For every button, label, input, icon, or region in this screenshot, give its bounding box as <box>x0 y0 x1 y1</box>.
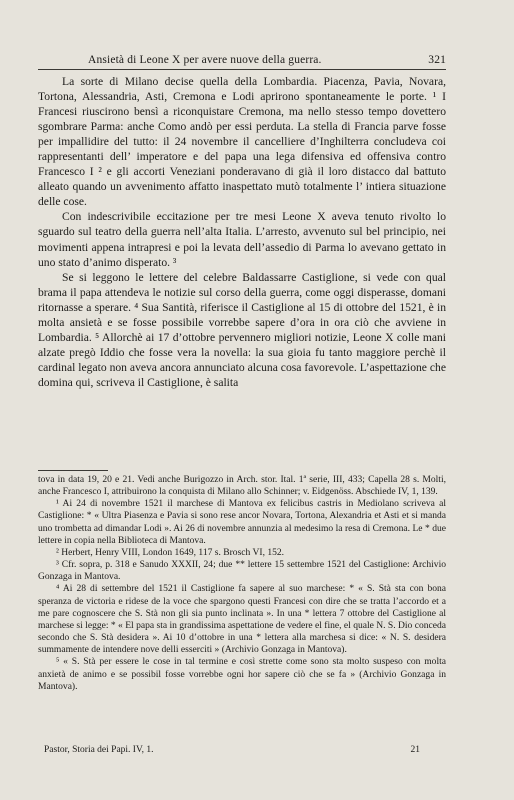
footnote: ² Herbert, Henry VIII, London 1649, 117 s. Brosch VI, 152. <box>56 546 285 558</box>
footnote: ¹ Ai 24 di novembre 1521 il marchese di Mantova ex felicibus castris in Mediolano scriveva al Castiglione: * « Ultra Piasenza e Pavia si sono rese ancor Novara, Tortona, Alexandria et Asti et si manda uno trombetta ad dimandar Lodi ». Ai 26 di novembre annunzia al medesimo la resa di Cremona. Le * due lettere in copia nella Biblioteca di Mantova. <box>38 498 446 546</box>
footnote: ⁵ « S. Stà per essere le cose in tal termine e così strette come sono sta molto suspeso con molta anxietà de animo e se possibil fosse vorrebbe ogni hor sapere ciò che se fa » (Archivio Gonzaga in Mantova). <box>38 656 446 692</box>
header-rule <box>38 69 446 70</box>
body-paragraph: Se si leggono le lettere del celebre Baldassarre Castiglione, si vede con qual brama il papa attendeva le notizie sul corso della guerra, come oggi disperasse, domani ritornasse a sperare. ⁴ Sua Santità, riferisce il Castiglione al 15 di ottobre del 1521, è in molta ansietà e se fosse possibile vorrebbe sapere d’ora in ora ciò che avviene in Lombardia. ⁵ Allorchè ai 17 d’ottobre pervennero migliori notizie, Leone X colle mani alzate pregò Iddio che fosse vera la novella: la sua gioia fu tanto maggiore perchè il cardinal legato non aveva ancora annunciato alcuna cosa favorevole. L’aspettazione che domina qui, scriveva il Castiglione, è salita <box>38 270 446 389</box>
footer-sheet-number: 21 <box>410 745 420 755</box>
footnote: ⁴ Ai 28 di settembre del 1521 il Castiglione fa sapere al suo marchese: * « S. Stà sta con bona speranza de victoria e ridese de la voce che spargono questi Francesi con dire che se tratta l’accordo et a me pare cognoscere che S. Stà non gli sia punto inclinata ». In una * lettera 7 ottobre del Castiglione al marchese si legge: * « El papa sta in grandissima aspettatione de vedere el fine, el quale N. S. Dio conceda secondo che S. Stà desidera ». Ai 10 d’ottobre in una * lettera alla marchesa si dice: « N. S. desidera summamente de intendere nove delli esserciti » (Archivio Gonzaga in Mantova). <box>38 583 446 656</box>
body-paragraph: Con indescrivibile eccitazione per tre mesi Leone X aveva tenuto rivolto lo sguardo sul teatro della guerra nell’alta Italia. L’arresto, avvenuto sul bel principio, nei movimenti appena intrapresi e poi la levata dell’assedio di Parma lo avevano gettato in uno stato d’animo disperato. ³ <box>38 210 446 269</box>
footnotes <box>38 474 446 693</box>
footnote-separator <box>38 470 108 471</box>
body-paragraph: La sorte di Milano decise quella della Lombardia. Piacenza, Pavia, Novara, Tortona, Alessandria, Asti, Cremona e Lodi aprirono spontaneamente le porte. ¹ I Francesi riuscirono bensì a riconquistare Cremona, ma nello stesso tempo dovettero sgombrare Parma: anche Como andò per essi perduta. La stella di Francia parve fosse per impallidire del tutto: il 24 novembre il cancelliere d’Inghilterra concludeva coi rappresentanti dell’ imperatore e del papa una lega difensiva ed offensiva contro Francesco I ² e gli accorti Veneziani ponderavano di già il loro distacco dal battuto alleato quando un avvenimento affatto inaspettato mutò totalmente l’ intiera situazione delle cose. <box>38 75 446 209</box>
running-header <box>38 54 446 68</box>
footnote: ³ Cfr. sopra, p. 318 e Sanudo XXXII, 24; due ** lettere 15 settembre 1521 del Castiglione: Archivio Gonzaga in Mantova. <box>38 559 446 583</box>
page-footer <box>38 745 446 759</box>
page-number: 321 <box>428 54 446 66</box>
footnote-continuation: tova in data 19, 20 e 21. Vedi anche Burigozzo in Arch. stor. Ital. 1ª serie, III, 433; Capella 28 s. Molti, anche Francesco I, attribuirono la conquista di Milano allo Schinner; v. Eidgenöss. Abschiede IV, 1, 139. <box>38 474 446 498</box>
main-text <box>38 74 446 390</box>
running-title: Ansietà di Leone X per avere nuove della guerra. <box>88 54 322 66</box>
footer-signature: Pastor, Storia dei Papi. IV, 1. <box>44 745 154 755</box>
